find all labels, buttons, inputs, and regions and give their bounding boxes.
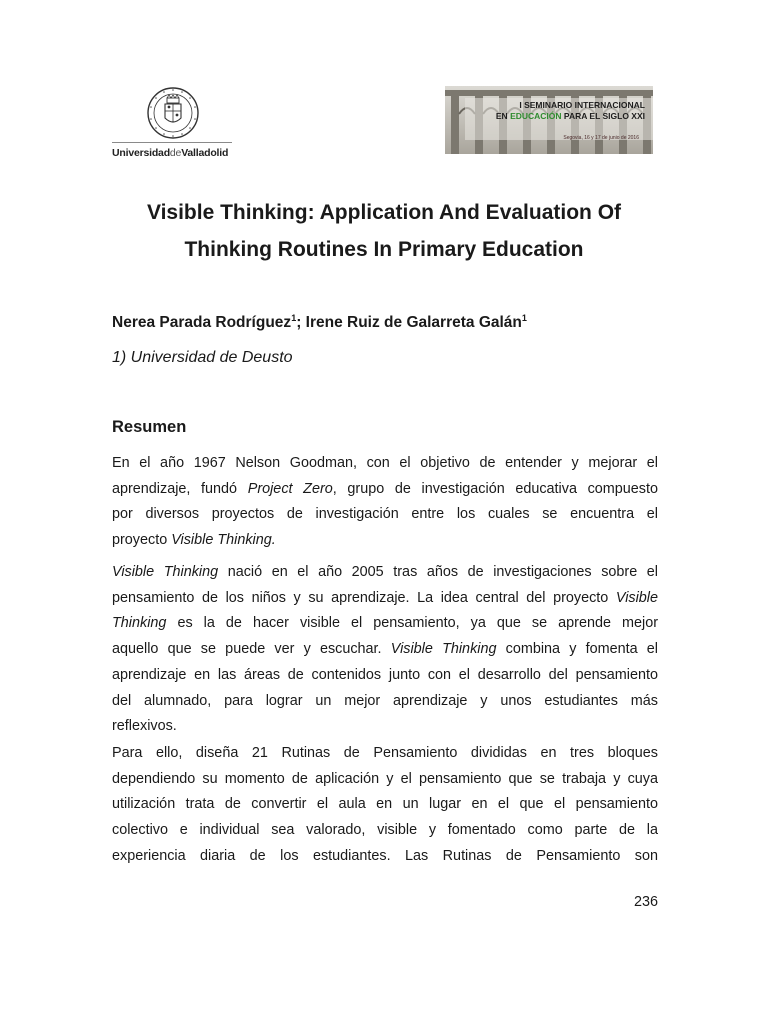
text-span: proyecto [112,532,172,549]
text-line: aprendizaje en las áreas de contenidos junto con el desarrollo del pensamiento [112,666,658,683]
university-logo [112,86,232,164]
italic-term: Visible Thinking [390,641,497,658]
seminar-line2-highlight: EDUCACIÓN [510,111,562,121]
text-line [112,477,658,503]
text-span: pensamiento de los niños y su aprendizaje. La idea central del proyecto [112,589,616,606]
text-span: es la de hacer visible el pensamiento, ya que se aprende mejor [166,615,658,632]
text-line: utilización trata de convertir el aula en un lugar en el que el pensamiento [112,796,658,813]
seminar-title-line1: I SEMINARIO INTERNACIONAL [519,100,645,110]
italic-term: Visible Thinking. [171,532,276,549]
seminar-line2-part3: PARA EL SIGLO XXI [561,111,645,121]
text-line [112,611,658,637]
text-span: , grupo de investigación educativa compuesto [332,480,658,497]
italic-term: Thinking [112,615,167,632]
university-name [112,147,228,159]
text-line: En el año 1967 Nelson Goodman, con el objetivo de entender y mejorar el [112,455,658,471]
text-line: Para ello, diseña 21 Rutinas de Pensamiento divididas en tres bloques [112,745,658,761]
text-line: dependiendo su momento de aplicación y el pensamiento que se trabaja y cuya [112,770,658,787]
text-span: aprendizaje, fundó [112,480,248,497]
text-span: aquello que se puede ver y escuchar. [112,641,391,658]
university-name-part2: de [169,147,182,159]
paper-title-line1: Visible Thinking: Application And Evaluation Of [146,201,622,224]
abstract-paragraph-2 [112,560,658,740]
logo-divider [112,142,232,143]
seminar-line2-part1: EN [495,111,511,121]
paper-title-line2: Thinking Routines In Primary Education [184,238,584,261]
text-line: reflexivos. [112,718,177,735]
abstract-paragraph-3 [112,741,658,870]
text-line [112,586,658,612]
section-heading-resumen: Resumen [112,418,187,436]
abstract-paragraph-1 [112,451,658,554]
university-name-part1: Universidad [112,147,170,159]
italic-term: Visible Thinking [112,564,219,580]
university-seal-icon [145,86,201,140]
seminar-banner [445,86,653,154]
author-list [112,313,527,332]
text-line: experiencia diaria de los estudiantes. Las Rutinas de Pensamiento son [112,847,658,864]
seminar-title-line2 [445,111,645,122]
italic-term: Visible [615,589,658,606]
paper-title [100,194,668,268]
author-separator: ; [296,314,306,332]
text-line [112,528,658,554]
seminar-title [445,100,645,122]
author-2-affiliation-mark: 1 [521,313,527,323]
seminar-dates: Segovia, 16 y 17 de junio de 2016 [563,135,639,141]
author-2: Irene Ruiz de Galarreta Galán [305,314,522,332]
university-name-part3: Valladolid [181,147,229,159]
text-line: colectivo e individual sea valorado, visible y fomentado como parte de la [112,822,658,839]
text-line: por diversos proyectos de investigación entre los cuales se encuentra el [112,506,658,523]
author-1: Nerea Parada Rodríguez [112,314,292,332]
italic-term: Project Zero [247,480,333,497]
text-span: combina y fomenta el [496,641,659,658]
text-span: nació en el año 2005 tras años de investigaciones sobre el [218,564,658,580]
author-1-affiliation-mark: 1 [291,313,297,323]
affiliation: 1) Universidad de Deusto [112,349,293,366]
text-line [112,560,658,586]
page-number: 236 [633,894,658,910]
text-line: del alumnado, para lograr un mejor aprendizaje y unos estudiantes más [112,692,658,709]
text-line [112,637,658,663]
